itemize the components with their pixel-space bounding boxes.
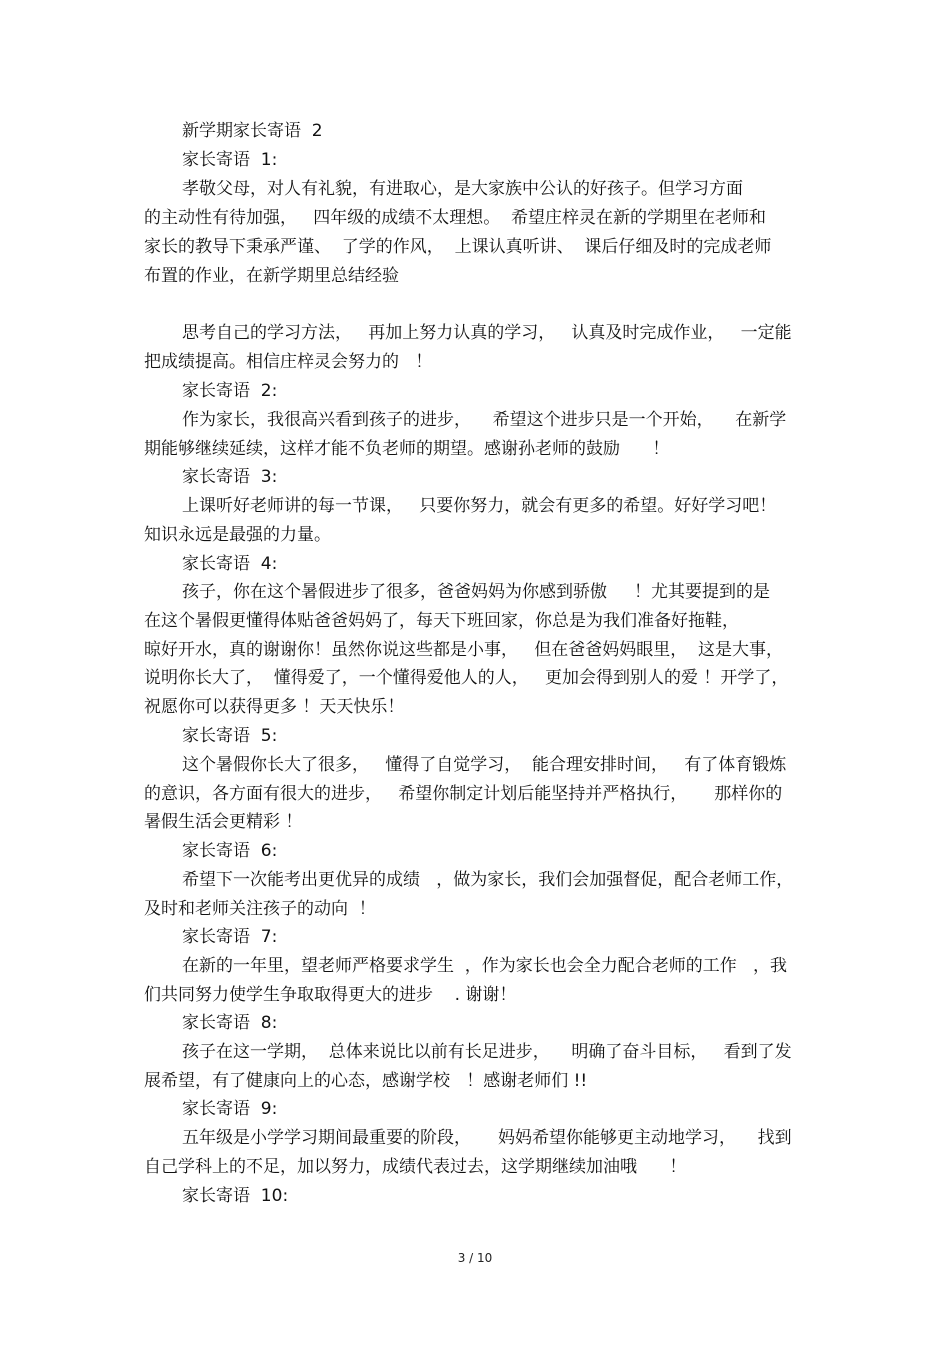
section-heading: 家长寄语 5:: [182, 726, 278, 746]
paragraph-line: 知识永远是最强的力量。: [144, 525, 331, 545]
section-heading: 家长寄语 9:: [182, 1099, 278, 1119]
paragraph-line: 及时和老师关注孩子的动向 ！: [144, 899, 376, 919]
paragraph-line: 孝敬父母，对人有礼貌，有进取心，是大家族中公认的好孩子。但学习方面: [182, 179, 743, 199]
paragraph-line: 这个暑假你长大了很多， 懂得了自觉学习， 能合理安排时间， 有了体育锻炼: [182, 755, 787, 775]
paragraph-line: 晾好开水，真的谢谢你！虽然你说这些都是小事， 但在爸爸妈妈眼里， 这是大事，: [144, 640, 784, 660]
paragraph-line: 展希望，有了健康向上的心态，感谢学校 ！感谢老师们 !!: [144, 1071, 588, 1091]
document-title: 新学期家长寄语 2: [182, 121, 323, 141]
paragraph-line: 上课听好老师讲的每一节课， 只要你努力，就会有更多的希望。好好学习吧！: [182, 496, 777, 516]
section-heading: 家长寄语 3:: [182, 467, 278, 487]
paragraph-line: 的主动性有待加强， 四年级的成绩不太理想。 希望庄梓灵在新的学期里在老师和: [144, 208, 767, 228]
paragraph-line: 家长的教导下秉承严谨、 了学的作风， 上课认真听讲、 课后仔细及时的完成老师: [144, 237, 772, 257]
paragraph-line: 希望下一次能考出更优异的成绩 ，做为家长，我们会加强督促，配合老师工作，: [182, 870, 794, 890]
paragraph-line: 暑假生活会更精彩 ！: [144, 812, 303, 832]
paragraph-line: 把成绩提高。相信庄梓灵会努力的 ！: [144, 352, 433, 372]
paragraph-line: 在这个暑假更懂得体贴爸爸妈妈了，每天下班回家，你总是为我们准备好拖鞋，: [144, 611, 739, 631]
paragraph-line: 思考自己的学习方法， 再加上努力认真的学习， 认真及时完成作业， 一定能: [182, 323, 792, 343]
paragraph-line: 布置的作业，在新学期里总结经验: [144, 266, 399, 286]
page-number: 3 / 10: [457, 1251, 493, 1265]
paragraph-line: 的意识，各方面有很大的进步， 希望你制定计划后能坚持并严格执行， 那样你的: [144, 784, 783, 804]
section-heading: 家长寄语 4:: [182, 554, 278, 574]
section-heading: 家长寄语 7:: [182, 927, 278, 947]
paragraph-line: 期能够继续延续，这样才能不负老师的期望。感谢孙老师的鼓励 ！: [144, 439, 670, 459]
paragraph-line: 们共同努力使学生争取取得更大的进步 . 谢谢！: [144, 985, 517, 1005]
section-heading: 家长寄语 1:: [182, 150, 278, 170]
section-heading: 家长寄语 8:: [182, 1013, 278, 1033]
paragraph-line: 孩子，你在这个暑假进步了很多，爸爸妈妈为你感到骄傲 ！尤其要提到的是: [182, 582, 771, 602]
paragraph-line: 祝愿你可以获得更多 ！天天快乐！: [144, 697, 405, 717]
paragraph-line: 在新的一年里，望老师严格要求学生 ，作为家长也会全力配合老师的工作 ，我: [182, 956, 788, 976]
paragraph-line: 五年级是小学学习期间最重要的阶段， 妈妈希望你能够更主动地学习， 找到: [182, 1128, 792, 1148]
section-heading: 家长寄语 10:: [182, 1186, 289, 1206]
paragraph-line: 说明你长大了， 懂得爱了，一个懂得爱他人的人， 更加会得到别人的爱 ！开学了，: [144, 668, 789, 688]
section-heading: 家长寄语 6:: [182, 841, 278, 861]
paragraph-line: 自己学科上的不足，加以努力，成绩代表过去，这学期继续加油哦 ！: [144, 1157, 687, 1177]
section-heading: 家长寄语 2:: [182, 381, 278, 401]
paragraph-line: 孩子在这一学期， 总体来说比以前有长足进步， 明确了奋斗目标， 看到了发: [182, 1042, 792, 1062]
paragraph-line: 作为家长，我很高兴看到孩子的进步， 希望这个进步只是一个开始， 在新学: [182, 410, 787, 430]
